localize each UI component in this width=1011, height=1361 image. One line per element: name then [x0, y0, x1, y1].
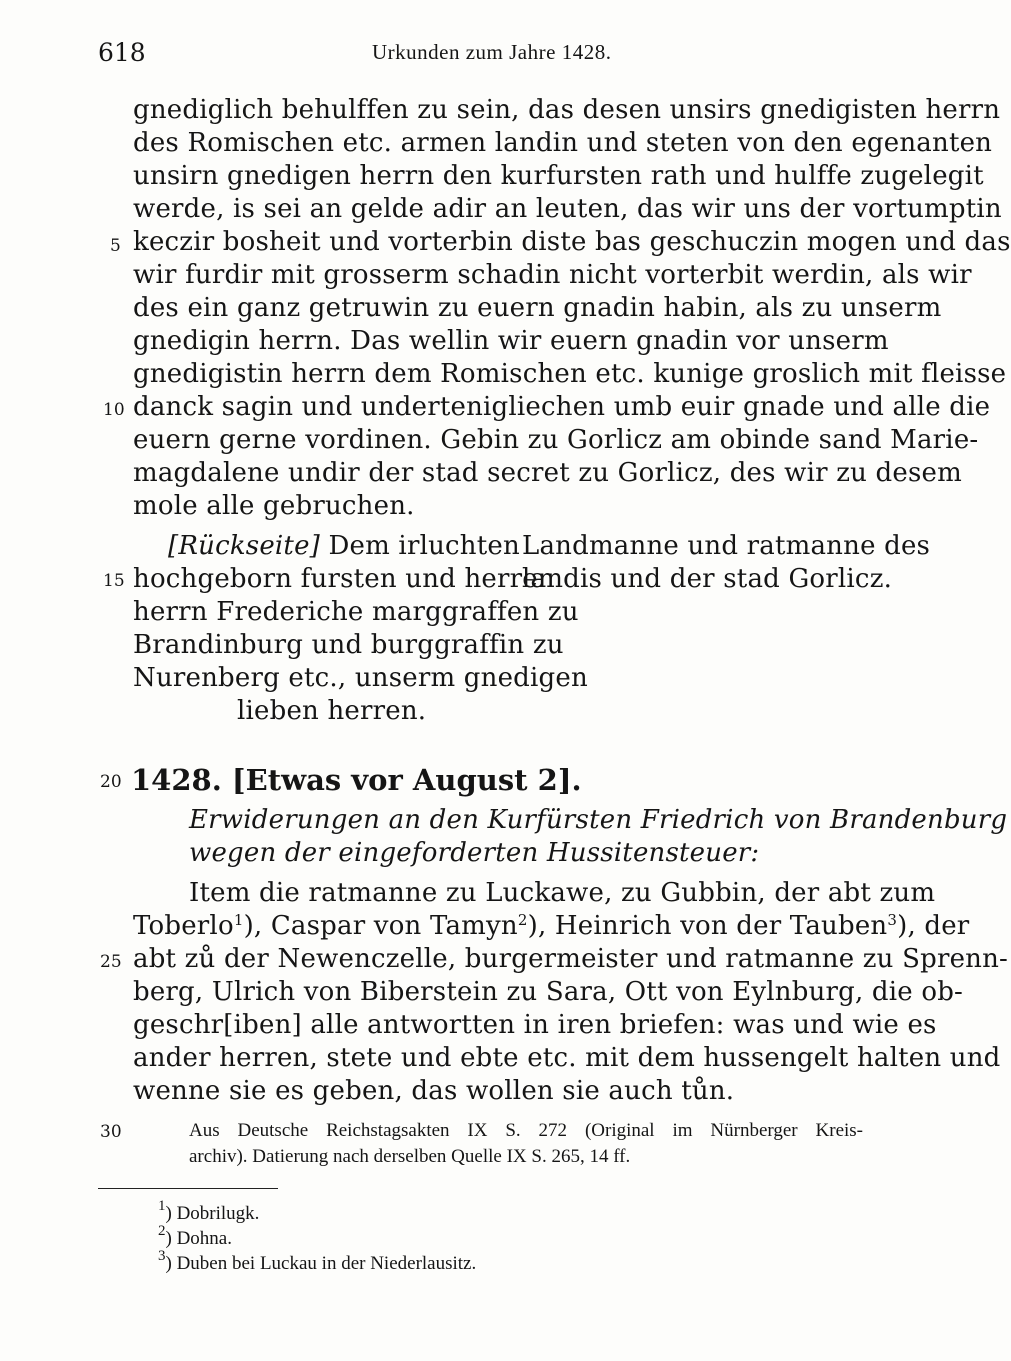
line-number: 30: [100, 1122, 122, 1142]
footnote: $^1$) Dobrilugk.: [158, 1198, 260, 1224]
address-line: herrn Frederiche marggraffen zu: [133, 597, 579, 627]
footnote-ref: 3: [887, 911, 898, 929]
line-number: 5: [110, 236, 121, 256]
body-line: wir furdir mit grosserm schadin nicht vorterbit werdin, als wir: [133, 260, 972, 290]
line-number: 20: [100, 772, 122, 792]
address-label: [Rückseite]: [168, 531, 321, 561]
entry-summary: Erwiderungen an den Kurfürsten Friedrich von Brandenburg: [189, 805, 1008, 835]
source-note: Aus Deutsche Reichstagsakten IX S. 272 (Original im Nürnberger Kreis-: [189, 1120, 863, 1141]
body-line: des Romischen etc. armen landin und steten von den egenanten: [133, 128, 993, 158]
line-number: 15: [103, 571, 125, 591]
body-line: gnedigin herrn. Das wellin wir euern gnadin vor unserm: [133, 326, 889, 356]
footnote: $^3$) Duben bei Luckau in der Niederlausitz.: [158, 1248, 477, 1274]
body-line: keczir bosheit und vorterbin diste bas geschuczin mogen und das: [133, 227, 1011, 257]
entry-line: berg, Ulrich von Biberstein zu Sara, Ott von Eylnburg, die ob-: [133, 977, 964, 1007]
address-line: lieben herren.: [237, 696, 427, 726]
footnote-divider: [98, 1188, 278, 1189]
entry-line: geschr[iben] alle antwortten in iren briefen: was und wie es: [133, 1010, 937, 1040]
sender-line: Landmanne und ratmanne des: [522, 531, 931, 561]
body-line: werde, is sei an gelde adir an leuten, das wir uns der vortumptin: [133, 194, 1002, 224]
address-line: Brandinburg und burggraffin zu: [133, 630, 564, 660]
body-line: magdalene undir der stad secret zu Gorlicz, des wir zu desem: [133, 458, 962, 488]
body-line: des ein ganz getruwin zu euern gnadin habin, als zu unserm: [133, 293, 942, 323]
body-line: euern gerne vordinen. Gebin zu Gorlicz am obinde sand Marie-: [133, 425, 979, 455]
footnote-ref: 2: [517, 911, 528, 929]
body-line: mole alle gebruchen.: [133, 491, 415, 521]
entry-heading: 1428. [Etwas vor August 2].: [131, 763, 582, 797]
entry-line: wenne sie es geben, das wollen sie auch tůn.: [133, 1076, 735, 1106]
running-title: Urkunden zum Jahre 1428.: [372, 40, 612, 64]
footnote-ref: 1: [233, 911, 244, 929]
body-line: danck sagin und undertenigliechen umb euir gnade und alle die: [133, 392, 991, 422]
body-line: gnediglich behulffen zu sein, das desen unsirs gnedigisten herrn: [133, 95, 1001, 125]
line-number: 25: [100, 952, 122, 972]
entry-line: abt zů der Newenczelle, burgermeister und ratmanne zu Sprenn-: [133, 944, 1009, 974]
address-line: Nurenberg etc., unserm gnedigen: [133, 663, 588, 693]
entry-summary: wegen der eingeforderten Hussitensteuer:: [189, 838, 760, 868]
sender-line: landis und der stad Gorlicz.: [522, 564, 893, 594]
line-number: 10: [103, 400, 125, 420]
entry-line: Item die ratmanne zu Luckawe, zu Gubbin, der abt zum: [189, 878, 936, 908]
address-line: [Rückseite] Dem irluchten: [168, 531, 520, 561]
entry-line: ander herren, stete und ebte etc. mit dem hussengelt halten und: [133, 1043, 1001, 1073]
footnote: $^2$) Dohna.: [158, 1223, 232, 1249]
body-line: gnedigistin herrn dem Romischen etc. kunige groslich mit fleisse: [133, 359, 1007, 389]
entry-line: Toberlo$^1$), Caspar von Tamyn$^2$), Heinrich von der Tauben$^3$), der: [133, 911, 970, 941]
address-line: hochgeborn fursten und herren: [133, 564, 555, 594]
page-number: 618: [98, 38, 146, 67]
source-note: archiv). Datierung nach derselben Quelle IX S. 265, 14 ff.: [189, 1146, 631, 1167]
body-line: unsirn gnedigen herrn den kurfursten rath und hulffe zugelegit: [133, 161, 984, 191]
